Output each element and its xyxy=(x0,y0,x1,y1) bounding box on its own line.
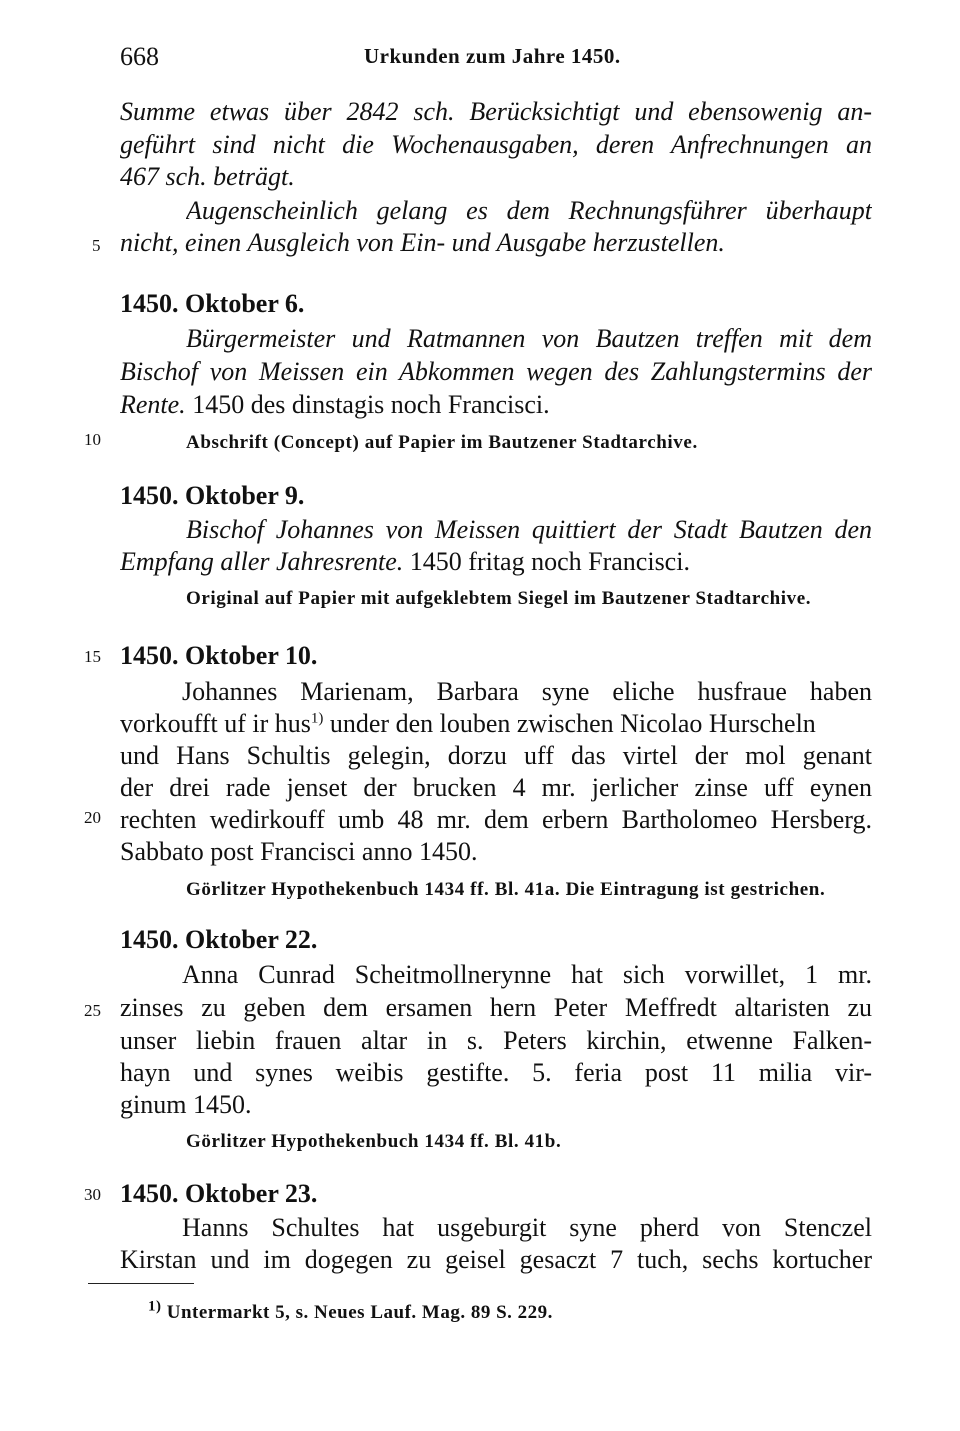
line-number-25: 25 xyxy=(84,1001,101,1020)
line-number-30: 30 xyxy=(84,1185,101,1204)
entry-source: Görlitzer Hypothekenbuch 1434 ff. Bl. 41a. Die Eintragung ist gestrichen. xyxy=(186,879,826,900)
intro-line: Summe etwas über 2842 sch. Berücksichtigt und ebensowenig an- xyxy=(120,97,872,126)
line-number-20: 20 xyxy=(84,808,101,827)
entry-text: rechten wedirkouff umb 48 mr. dem erbern Bartholomeo Hersberg. xyxy=(120,805,872,834)
entry-summary-last xyxy=(120,546,872,578)
entry-source: Abschrift (Concept) auf Papier im Bautzener Stadtarchive. xyxy=(186,432,698,453)
line-number-5: 5 xyxy=(92,236,101,255)
page-number: 668 xyxy=(120,42,159,71)
footnote-mark: 1) xyxy=(148,1298,162,1315)
entry-text-with-note xyxy=(120,708,872,740)
entry-source: Original auf Papier mit aufgeklebtem Siegel im Bautzener Stadtarchive. xyxy=(186,588,812,609)
intro-line: geführt sind nicht die Wochenausgaben, deren Anfrechnungen an xyxy=(120,130,872,159)
entry-text: Anna Cunrad Scheitmollnerynne hat sich vorwillet, 1 mr. xyxy=(182,960,872,989)
entry-text: zinses zu geben dem ersamen hern Peter Meffredt altaristen zu xyxy=(120,993,872,1022)
intro-line: nicht, einen Ausgleich von Ein- und Ausgabe herzustellen. xyxy=(120,228,725,257)
footnote-reference[interactable]: 1) xyxy=(310,710,324,727)
entry-text: der drei rade jenset der brucken 4 mr. jerlicher zinse uff eynen xyxy=(120,773,872,802)
entry-date: 1450. Oktober 22. xyxy=(120,925,318,954)
entry-text: Hanns Schultes hat usgeburgit syne pherd von Stenczel xyxy=(182,1213,872,1242)
entry-summary: Bürgermeister und Ratmannen von Bautzen treffen mit dem xyxy=(186,324,872,353)
entry-text: und Hans Schultis gelegin, dorzu uff das virtel der mol genant xyxy=(120,741,872,770)
entry-text: Kirstan und im dogegen zu geisel gesaczt 7 tuch, sechs kortucher xyxy=(120,1245,872,1274)
entry-dating: 1450 des dinstagis noch Francisci. xyxy=(192,390,550,419)
entry-summary: Bischof von Meissen ein Abkommen wegen des Zahlungstermins der xyxy=(120,357,872,386)
entry-text: Sabbato post Francisci anno 1450. xyxy=(120,837,478,866)
footnote-text: Untermarkt 5, s. Neues Lauf. Mag. 89 S. 229. xyxy=(166,1302,553,1323)
entry-summary: Bischof Johannes von Meissen quittiert der Stadt Bautzen den xyxy=(186,515,872,544)
entry-text: ginum 1450. xyxy=(120,1090,252,1119)
entry-date: 1450. Oktober 23. xyxy=(120,1179,318,1208)
running-title: Urkunden zum Jahre 1450. xyxy=(364,44,621,68)
entry-text: under den louben zwischen Nicolao Hurscheln xyxy=(329,709,816,738)
intro-line: Augenscheinlich gelang es dem Rechnungsführer überhaupt xyxy=(186,196,872,225)
line-number-15: 15 xyxy=(84,647,101,666)
entry-summary-tail: Empfang aller Jahresrente. xyxy=(120,547,404,576)
line-number-10: 10 xyxy=(84,430,101,449)
entry-text: hayn und synes weibis gestifte. 5. feria post 11 milia vir- xyxy=(120,1058,872,1087)
entry-source: Görlitzer Hypothekenbuch 1434 ff. Bl. 41b. xyxy=(186,1131,562,1152)
intro-line: 467 sch. beträgt. xyxy=(120,162,295,191)
entry-text: Johannes Marienam, Barbara syne eliche husfraue haben xyxy=(182,677,872,706)
entry-date: 1450. Oktober 9. xyxy=(120,481,305,510)
footnote xyxy=(148,1298,553,1324)
entry-date: 1450. Oktober 6. xyxy=(120,289,305,318)
entry-dating: 1450 fritag noch Francisci. xyxy=(409,547,690,576)
footnote-divider xyxy=(88,1283,194,1284)
entry-text: unser liebin frauen altar in s. Peters kirchin, etwenne Falken- xyxy=(120,1026,872,1055)
entry-text: vorkoufft uf ir hus xyxy=(120,709,311,738)
entry-summary-last xyxy=(120,389,872,421)
entry-summary-tail: Rente. xyxy=(120,390,186,419)
entry-date: 1450. Oktober 10. xyxy=(120,641,318,670)
